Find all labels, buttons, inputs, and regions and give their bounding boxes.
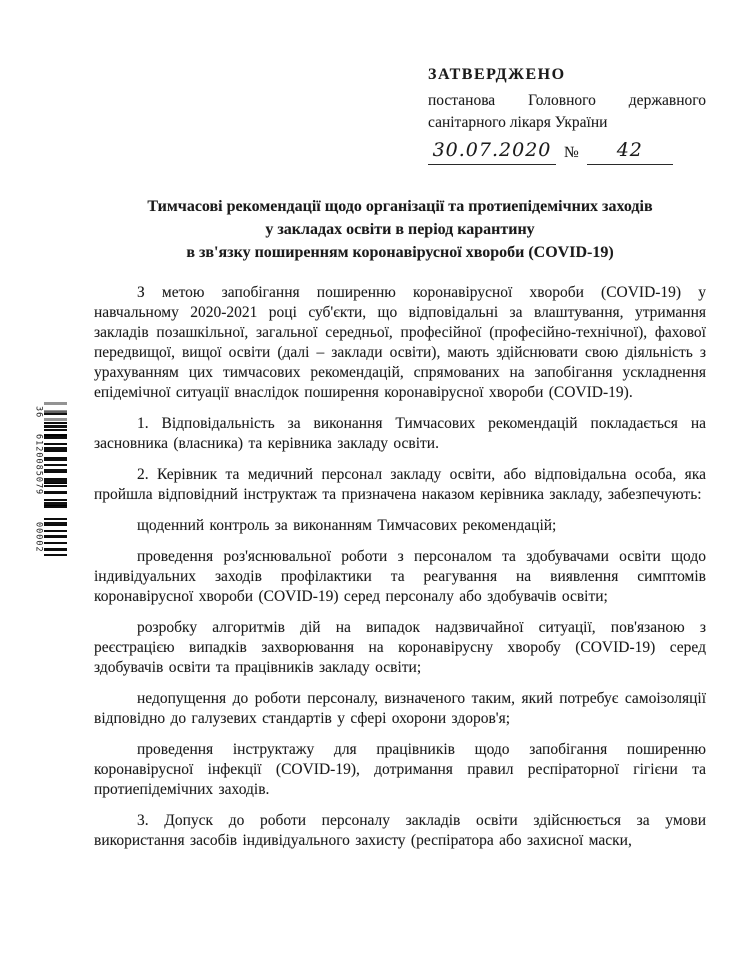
barcode-digits: 00002	[33, 521, 44, 553]
paragraph-item-2-sub-3: розробку алгоритмів дій на випадок надзвичайної ситуації, пов'язаною з реєстрацією випадків захворювання на коронавірусну хворобу (COVID-19) серед здобувачів освіти та працівників закладу освіти;	[94, 619, 706, 676]
paragraph-item-1: 1. Відповідальність за виконання Тимчасових рекомендацій покладається на засновника (власника) та керівника закладу освіти.	[94, 415, 706, 452]
approval-authority-line1: постанова Головного державного	[428, 92, 706, 109]
approval-authority-line2: санітарного лікаря України	[428, 114, 608, 131]
approval-date-underline	[428, 139, 556, 165]
barcode-segment	[33, 402, 67, 422]
document-title-line1: Тимчасові рекомендації щодо організації та протиепідемічних заходів	[147, 198, 653, 215]
barcode-bars	[44, 518, 67, 556]
barcode-digits: 36	[33, 405, 44, 419]
barcode-segment	[33, 422, 67, 508]
document-title-line3: в зв'язку поширенням коронавірусної хвороби (COVID-19)	[186, 244, 614, 261]
barcode-bars	[44, 422, 67, 508]
number-sign: №	[564, 144, 579, 161]
paragraph-intro: З метою запобігання поширенню коронавірусної хвороби (COVID-19) у навчальному 2020-2021 році суб'єкти, що відповідальні за влаштування, утримання закладів позашкільної, загальної середньої, професійної (професійно-технічної), фахової передвищої, вищої освіти (далі – заклади освіти), мають здійснювати свою діяльність з урахуванням цих тимчасових рекомендацій, спрямованих на запобігання ускладнення епідемічної ситуації внаслідок поширення коронавірусної хвороби (COVID-19).	[94, 284, 706, 401]
document-title-line2: у закладах освіти в період карантину	[265, 221, 535, 238]
paragraph-item-2-sub-5: проведення інструктажу для працівників щодо запобігання поширенню коронавірусної інфекції (COVID-19), дотримання правил респіраторної гігієни та протиепідемічних заходів.	[94, 741, 706, 798]
paragraph-item-2-sub-2: проведення роз'яснювальної роботи з персоналом та здобувачами освіти щодо індивідуальних заходів профілактики та реагування на виявлення симптомів коронавірусної хвороби (COVID-19) серед персоналу або здобувачів освіти;	[94, 548, 706, 605]
barcode-bars	[44, 402, 67, 422]
approved-label: ЗАТВЕРДЖЕНО	[428, 66, 566, 83]
approval-date-handwritten: 30.07.2020	[432, 139, 552, 161]
barcode	[33, 402, 67, 556]
document-title	[94, 195, 706, 264]
document-body	[94, 283, 706, 851]
barcode-segment	[33, 518, 67, 556]
paragraph-item-2: 2. Керівник та медичний персонал закладу освіти, або відповідальна особа, яка пройшла відповідний інструктаж та призначена наказом керівника закладу, забезпечують:	[94, 466, 706, 503]
approval-date-row	[428, 137, 706, 165]
approval-number-handwritten: 42	[616, 139, 643, 161]
approval-number-underline	[587, 139, 673, 165]
barcode-digits: 6120085079	[33, 434, 44, 496]
approval-block	[428, 64, 706, 165]
paragraph-item-3: 3. Допуск до роботи персоналу закладів освіти здійснюється за умови використання засобів індивідуального захисту (респіратора або захисної маски,	[94, 812, 706, 849]
paragraph-item-2-sub-1: щоденний контроль за виконанням Тимчасових рекомендацій;	[137, 517, 557, 534]
paragraph-item-2-sub-4: недопущення до роботи персоналу, визначеного таким, який потребує самоізоляції відповідно до галузевих стандартів у сфері охорони здоров'я;	[94, 690, 706, 727]
